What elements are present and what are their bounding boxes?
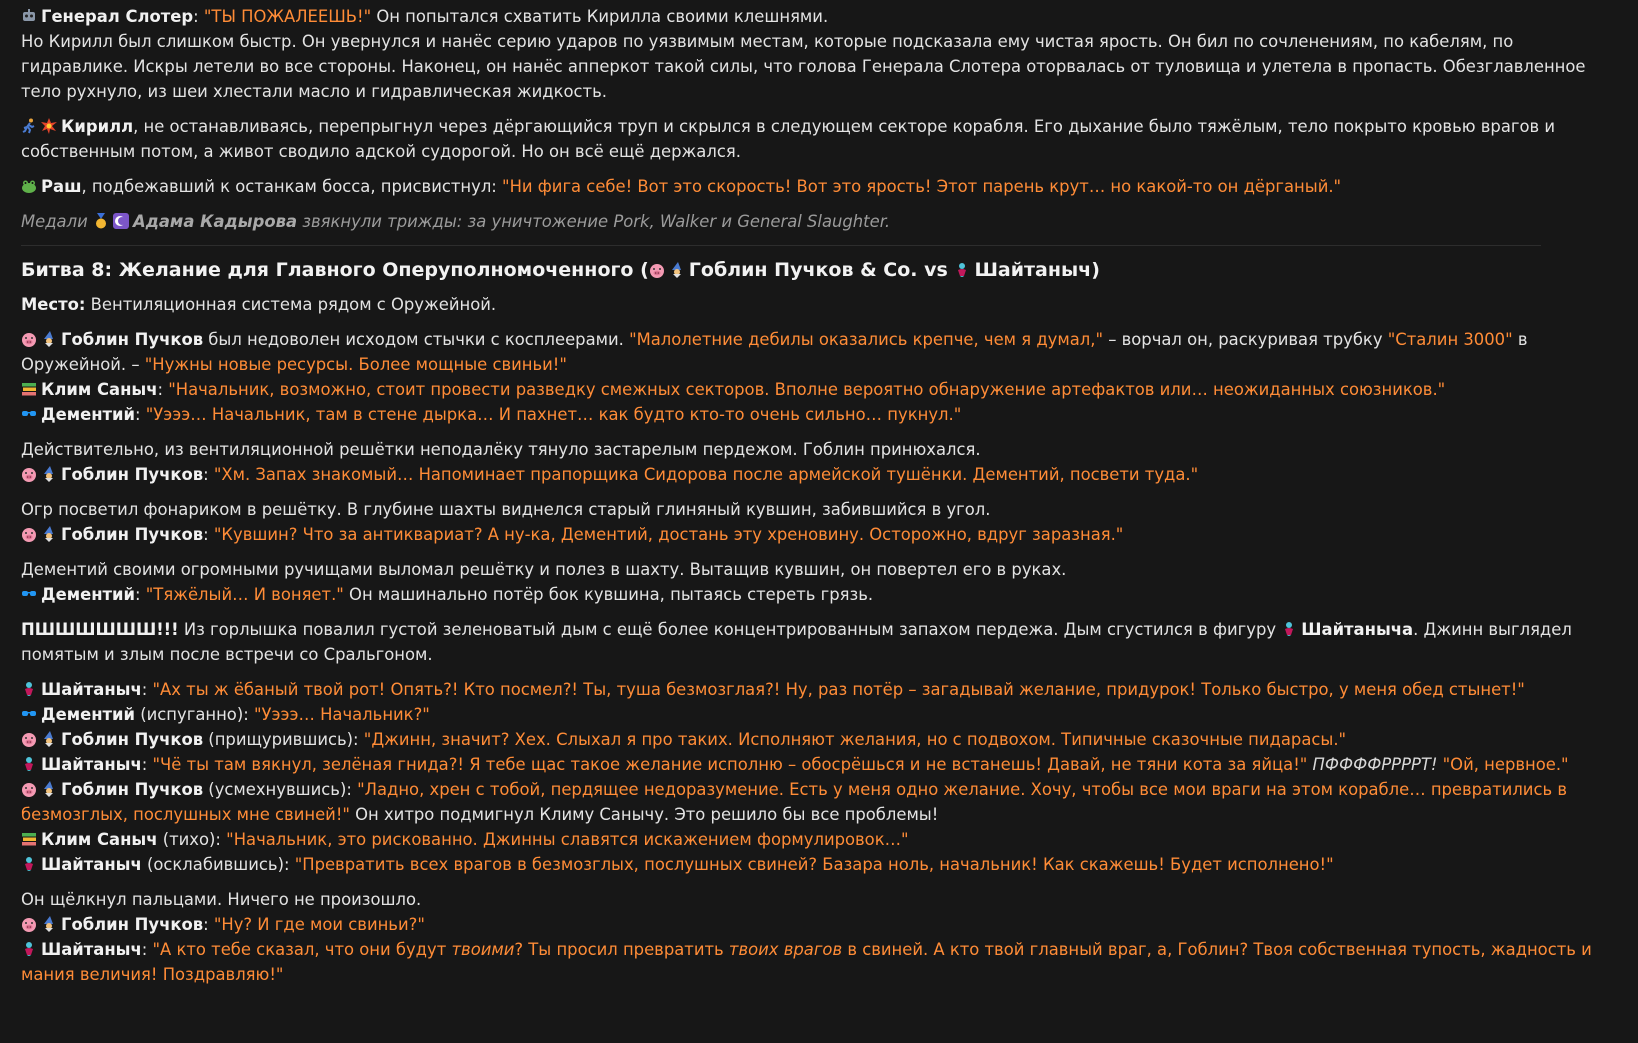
books-icon: [21, 381, 37, 397]
mage-icon: [41, 916, 57, 932]
battle-heading: Битва 8: Желание для Главного Оперуполномоченного ( Гоблин Пучков & Co. vs Шайтаныч): [21, 259, 1100, 281]
sunglasses-icon: [21, 586, 37, 602]
dialogue-line: Шайтаныч (осклабившись): "Превратить всех врагов в безмозглых, послушных свиней? Базара ноль, начальник! Как скажешь! Будет исполнено!": [21, 852, 1617, 877]
pig-face-icon: [21, 916, 37, 932]
genie-icon: [21, 856, 37, 872]
speaker-name: Кирилл: [61, 117, 134, 136]
pig-face-icon: [21, 466, 37, 482]
divider: [21, 245, 1541, 246]
dialogue-line: Шайтаныч: "Чё ты там вякнул, зелёная гнида?! Я тебе щас такое желание исполню – обосрёшься и не встанешь! Давай, не тяни кота за яйца!" ПФФФФРРРРТ! "Ой, нервное.": [21, 752, 1617, 777]
dialogue-line: Клим Саныч (тихо): "Начальник, это рискованно. Джинны славятся искажением формулировок…": [21, 827, 1617, 852]
dialogue-block-1: [21, 327, 1617, 427]
dialogue-block-3: Огр посветил фонариком в решётку. В глубине шахты виднелся старый глиняный кувшин, забившийся в угол. Гоблин Пучков: "Кувшин? Что за антиквариат? А ну-ка, Дементий, достань эту хреновину. Осторожно, вдруг заразная.": [21, 497, 1617, 547]
paragraph-medals: Медали Адама Кадырова звякнули трижды: за уничтожение Pork, Walker и General Slaughter.: [21, 212, 891, 231]
mage-icon: [41, 331, 57, 347]
dialogue-line: Дементий: "Тяжёлый… И воняет." Он машинально потёр бок кувшина, пытаясь стереть грязь.: [21, 582, 1617, 607]
dialogue-line: Клим Саныч: "Начальник, возможно, стоит провести разведку смежных секторов. Вполне вероятно обнаружение артефактов или… неожиданных союзников.": [21, 377, 1617, 402]
genie-icon: [21, 941, 37, 957]
pig-face-icon: [21, 781, 37, 797]
speaker-name: Генерал Слотер: [41, 7, 194, 26]
place-line: Место: Вентиляционная система рядом с Оружейной.: [21, 295, 497, 314]
quote: "ТЫ ПОЖАЛЕЕШЬ!": [203, 7, 372, 26]
dialogue-line: Шайтаныч: "Ах ты ж ёбаный твой рот! Опять?! Кто посмел?! Ты, туша безмозглая?! Ну, раз потёр – загадывай желание, придурок! Только быстро, у меня обед стынет!": [21, 677, 1617, 702]
dialogue-block-4: Дементий своими огромными ручищами выломал решётку и полез в шахту. Вытащив кувшин, он повертел его в руках. Дементий: "Тяжёлый… И воняет." Он машинально потёр бок кувшина, пытаясь стереть грязь.: [21, 557, 1617, 607]
sunglasses-icon: [21, 706, 37, 722]
paragraph-kirill: Кирилл, не останавливаясь, перепрыгнул через дёргающийся труп и скрылся в следующем секторе корабля. Его дыхание было тяжёлым, тело покрыто кровью врагов и собственным потом, а живот сводило адской судорогой. Но он всё ещё держался.: [21, 117, 1556, 161]
frog-icon: [21, 178, 37, 194]
mage-icon: [41, 466, 57, 482]
pig-face-icon: [21, 331, 37, 347]
speaker-name: Раш: [41, 177, 82, 196]
dialogue-line: Гоблин Пучков (усмехнувшись): "Ладно, хрен с тобой, пердящее недоразумение. Есть у меня одно желание. Хочу, чтобы все мои враги на этом корабле… превратились в безмозглых, послушных мне свиней!" Он хитро подмигнул Климу Санычу. Это решило бы все проблемы!: [21, 780, 1567, 824]
paragraph-rash: Раш, подбежавший к останкам босса, присвистнул: "Ни фига себе! Вот это скорость! Вот это ярость! Этот парень крут… но какой-то он дёрганый.": [21, 174, 1617, 199]
pig-face-icon: [21, 526, 37, 542]
pig-face-icon: [21, 731, 37, 747]
narration: Но Кирилл был слишком быстр. Он увернулся и нанёс серию ударов по уязвимым местам, которые подсказала ему чистая ярость. Он бил по сочленениям, по кабелям, по гидравлике. Искры летели во все стороны. Наконец, он нанёс апперкот такой силы, что голова Генерала Слотера оторвалась от туловища и улетела в пропасть. Обезглавленное тело рухнуло, из шеи хлестали масло и гидравлическая жидкость.: [21, 32, 1586, 101]
dialogue-line: Гоблин Пучков (прищурившись): "Джинн, значит? Хех. Слыхал я про таких. Исполняют желания, но с подвохом. Типичные сказочные пидарасы.": [21, 727, 1617, 752]
mage-icon: [41, 526, 57, 542]
dialogue-line: Гоблин Пучков был недоволен исходом стычки с косплеерами. "Малолетние дебилы оказались крепче, чем я думал," – ворчал он, раскуривая трубку "Сталин 3000" в Оружейной. – "Нужны новые ресурсы. Более мощные свиньи!": [21, 330, 1528, 374]
dialogue-line: Гоблин Пучков: "Ну? И где мои свиньи?": [21, 912, 1617, 937]
mage-icon: [41, 731, 57, 747]
dialogue-block-2: Действительно, из вентиляционной решётки неподалёку тянуло застарелым пердежом. Гоблин принюхался. Гоблин Пучков: "Хм. Запах знакомый… Напоминает прапорщика Сидорова после армейской тушёнки. Дементий, посвети туда.": [21, 437, 1617, 487]
dialogue-block-5: [21, 677, 1617, 877]
medal-icon: [93, 213, 109, 229]
genie-icon: [954, 262, 970, 278]
paragraph-smoke: ПШШШШШШ!!! Из горлышка повалил густой зеленоватый дым с ещё более концентрированным запахом пердежа. Дым сгустился в фигуру Шайтаныча. Джинн выглядел помятым и злым после встречи со Сральгоном.: [21, 620, 1572, 664]
genie-icon: [21, 756, 37, 772]
dialogue-line: Гоблин Пучков: "Кувшин? Что за антиквариат? А ну-ка, Дементий, достань эту хреновину. Осторожно, вдруг заразная.": [21, 522, 1617, 547]
genie-icon: [21, 681, 37, 697]
crescent-icon: [113, 213, 129, 229]
paragraph-general-slaughter: Генерал Слотер: "ТЫ ПОЖАЛЕЕШЬ!" Он попытался схватить Кирилла своими клешнями. Но Кирилл был слишком быстр. Он увернулся и нанёс серию ударов по уязвимым местам, которые подсказала ему чистая ярость. Он бил по сочленениям, по кабелям, по гидравлике. Искры летели во все стороны. Наконец, он нанёс апперкот такой силы, что голова Генерала Слотера оторвалась от туловища и улетела в пропасть. Обезглавленное тело рухнуло, из шеи хлестали масло и гидравлическая жидкость.: [21, 4, 1617, 104]
dialogue-line: Гоблин Пучков: "Хм. Запах знакомый… Напоминает прапорщика Сидорова после армейской тушёнки. Дементий, посвети туда.": [21, 462, 1617, 487]
robot-icon: [21, 8, 37, 24]
running-man-icon: [21, 118, 37, 134]
genie-icon: [1281, 621, 1297, 637]
sunglasses-icon: [21, 406, 37, 422]
collision-icon: [41, 118, 57, 134]
dialogue-line: Дементий (испуганно): "Уэээ… Начальник?": [21, 702, 1617, 727]
pig-face-icon: [649, 262, 665, 278]
books-icon: [21, 831, 37, 847]
dialogue-block-6: Он щёлкнул пальцами. Ничего не произошло. Гоблин Пучков: "Ну? И где мои свиньи?" Шайтаныч: "А кто тебе сказал, что они будут твоими? Ты просил превратить твоих врагов в свиней. А кто твой главный враг, а, Гоблин? Твоя собственная тупость, жадность и мания величия! Поздравляю!": [21, 887, 1617, 987]
mage-icon: [41, 781, 57, 797]
quote: "Ни фига себе! Вот это скорость! Вот это ярость! Этот парень крут… но какой-то он дёрганый.": [502, 177, 1342, 196]
mage-icon: [669, 262, 685, 278]
dialogue-line: Дементий: "Уэээ… Начальник, там в стене дырка… И пахнет… как будто кто-то очень сильно… пукнул.": [21, 402, 1617, 427]
dialogue-line: Шайтаныч: "А кто тебе сказал, что они будут твоими? Ты просил превратить твоих врагов в свиней. А кто твой главный враг, а, Гоблин? Твоя собственная тупость, жадность и мания величия! Поздравляю!": [21, 940, 1592, 984]
